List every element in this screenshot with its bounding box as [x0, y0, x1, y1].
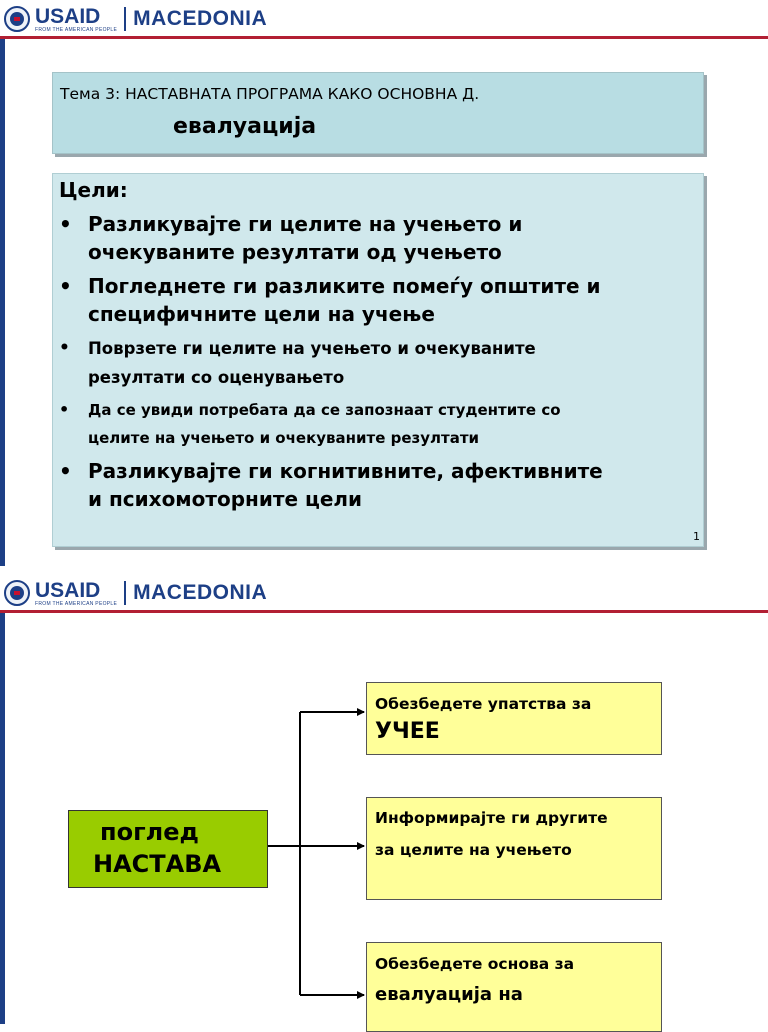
goal-line: резултати со оценувањето [88, 368, 345, 387]
slide-2 [0, 574, 768, 1024]
goal-line: и психомоторните цели [88, 487, 363, 511]
goal-item [59, 272, 695, 328]
target-box [366, 682, 662, 755]
goal-line: Разликувајте ги целите на учењето и [88, 212, 523, 236]
goal-line: очекуваните резултати од учењето [88, 240, 502, 264]
goal-line: Погледнете ги разликите помеѓу општите и [88, 274, 601, 298]
source-line1: поглед [100, 818, 199, 846]
page-number: 1 [693, 530, 700, 543]
usaid-logo [4, 4, 267, 34]
goals-heading: Цели: [59, 178, 128, 202]
goal-line: специфичните цели на учење [88, 302, 435, 326]
target-line2: за целите на учењето [375, 841, 572, 859]
goal-item [59, 396, 695, 452]
slide-title-line1: Тема 3: НАСТАВНАТА ПРОГРАМА КАКО ОСНОВНА Д. [60, 85, 480, 103]
logo-country: MACEDONIA [133, 7, 268, 30]
slide-gap [0, 566, 768, 574]
bullet-icon: • [59, 338, 70, 358]
target-line1: Информирајте ги другите [375, 809, 608, 827]
logo-tagline: FROM THE AMERICAN PEOPLE [35, 600, 118, 607]
goal-line: Поврзете ги целите на учењето и очекуваните [88, 339, 536, 358]
bullet-icon: • [59, 274, 72, 298]
slide-title-box [52, 72, 704, 154]
bullet-icon: • [59, 400, 70, 419]
bullet-icon: • [59, 459, 72, 483]
target-line2: евалуација на [375, 984, 523, 1005]
target-line1: Обезбедете основа за [375, 955, 575, 973]
logo-brand: USAID [35, 578, 101, 602]
usaid-seal-icon [4, 6, 30, 32]
target-box [366, 942, 662, 1032]
logo-country: MACEDONIA [133, 581, 268, 604]
source-line2: НАСТАВА [93, 850, 222, 878]
goals-box [52, 173, 704, 547]
slide-title-line2: евалуација [173, 114, 317, 139]
logo-brand: USAID [35, 4, 101, 28]
source-box [68, 810, 268, 888]
logo-divider [124, 7, 126, 31]
target-line1: Обезбедете упатства за [375, 695, 592, 713]
goal-item [59, 210, 695, 266]
bullet-icon: • [59, 212, 72, 236]
logo-tagline: FROM THE AMERICAN PEOPLE [35, 26, 118, 33]
left-accent-bar [0, 39, 5, 566]
goal-line: целите на учењето и очекуваните резултати [88, 429, 480, 447]
target-line2: УЧЕЕ [375, 719, 440, 744]
target-box [366, 797, 662, 900]
goal-line: Да се увиди потребата да се запознаат студентите со [88, 401, 561, 419]
goal-line: Разликувајте ги когнитивните, афективните [88, 459, 603, 483]
goal-item [59, 334, 695, 392]
header-rule [0, 36, 768, 39]
goal-item [59, 457, 695, 513]
